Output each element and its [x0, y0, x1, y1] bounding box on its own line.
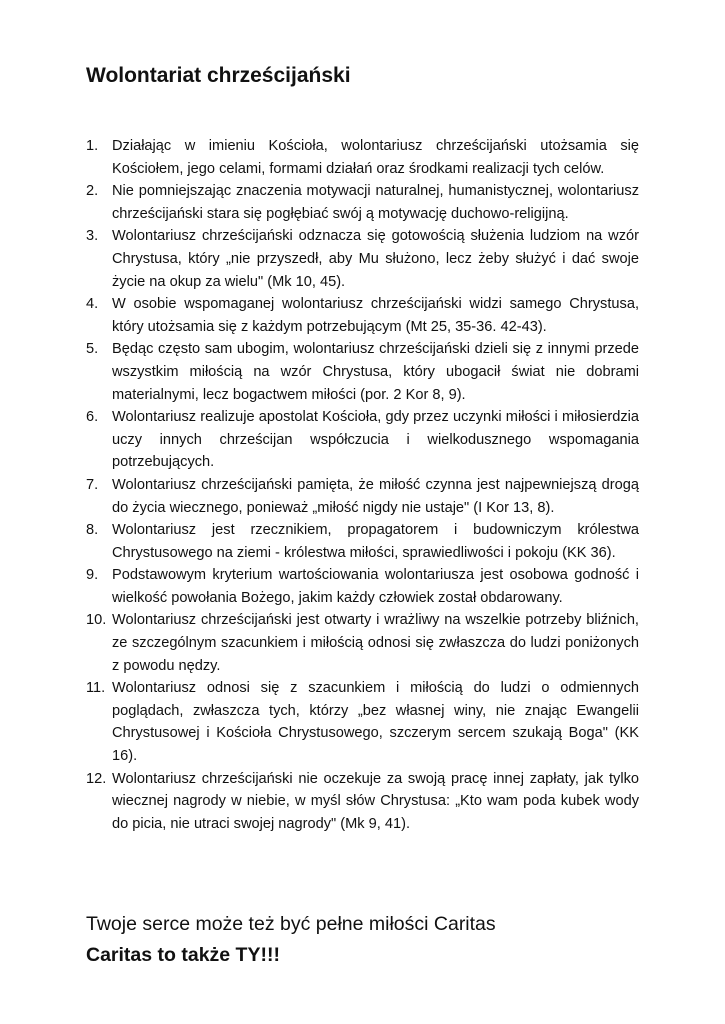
- list-item-text: Nie pomniejszając znaczenia motywacji naturalnej, humanistycznej, wolontariusz chrześcijański stara się pogłębiać swój ą motywację duchowo-religijną.: [112, 183, 639, 222]
- footer-tagline: Twoje serce może też być pełne miłości Caritas: [86, 913, 496, 935]
- list-item-text: Wolontariusz chrześcijański odznacza się gotowością służenia ludziom na wzór Chrystusa, który „nie przyszedł, aby Mu służono, lecz żeby służyć i dać swoje życie na okup za wielu" (Mk 10, 45).: [112, 228, 639, 290]
- rules-list: [86, 135, 639, 835]
- list-item-number: 2.: [86, 183, 99, 200]
- list-item-text: Działając w imieniu Kościoła, wolontariusz chrześcijański utożsamia się Kościołem, jego celami, formami działań oraz środkami realizacji tych celów.: [112, 138, 639, 177]
- list-item-text: Będąc często sam ubogim, wolontariusz chrześcijański dzieli się z innymi przede wszystkim miłością na wzór Chrystusa, który ubogacił świat nie dobrami materialnymi, lecz bogactwem miłości (por. 2 Kor 8, 9).: [112, 341, 639, 403]
- list-item: [86, 677, 639, 767]
- list-item: [86, 768, 639, 836]
- list-item-number: 4.: [86, 296, 99, 313]
- list-item: [86, 474, 639, 519]
- list-item-number: 9.: [86, 567, 99, 584]
- list-item-text: Podstawowym kryterium wartościowania wolontariusza jest osobowa godność i wielkość powołania Bożego, jakim każdy człowiek został obdarowany.: [112, 567, 639, 606]
- list-item-number: 6.: [86, 409, 99, 426]
- list-item-number: 1.: [86, 138, 99, 154]
- list-item-number: 10.: [86, 612, 107, 629]
- list-item: [86, 135, 639, 180]
- list-item-number: 7.: [86, 476, 99, 493]
- list-item: [86, 293, 639, 338]
- list-item-text: Wolontariusz chrześcijański jest otwarty i wrażliwy na wszelkie potrzeby bliźnich, ze szczególnym szacunkiem i miłością odnosi się zwłaszcza do ludzi poniżonych z powodu nędzy.: [112, 612, 639, 674]
- list-item-number: 3.: [86, 228, 99, 245]
- list-item-number: 8.: [86, 522, 99, 539]
- list-item: [86, 225, 639, 293]
- list-item-text: Wolontariusz odnosi się z szacunkiem i miłością do ludzi o odmiennych poglądach, zwłaszcza tych, którzy „bez własnej winy, nie znając Ewangelii Chrystusowej i Kościoła Chrystusowego, szczerym sercem szukają Boga" (KK 16).: [112, 680, 639, 765]
- list-item: [86, 406, 639, 474]
- list-item-text: Wolontariusz chrześcijański nie oczekuje za swoją pracę innej zapłaty, jak tylko wiecznej nagrody w niebie, w myśl słów Chrystusa: „Kto wam poda kubek wody do picia, nie utraci swojej nagrody" (Mk 9, 41).: [112, 770, 639, 832]
- list-item-number: 12.: [86, 770, 107, 787]
- list-item: [86, 564, 639, 609]
- list-item: [86, 180, 639, 225]
- list-item: [86, 519, 639, 564]
- list-item: [86, 609, 639, 677]
- list-item-text: Wolontariusz jest rzecznikiem, propagatorem i budowniczym królestwa Chrystusowego na ziemi - królestwa miłości, sprawiedliwości i pokoju (KK 36).: [112, 522, 639, 561]
- list-item-text: Wolontariusz chrześcijański pamięta, że miłość czynna jest najpewniejszą drogą do życia wiecznego, ponieważ „miłość nigdy nie ustaje" (I Kor 13, 8).: [112, 476, 639, 516]
- list-item-text: Wolontariusz realizuje apostolat Kościoła, gdy przez uczynki miłości i miłosierdzia uczy innych chrześcijan współczucia i wielkodusznego wspomagania potrzebujących.: [112, 409, 639, 471]
- list-item-number: 5.: [86, 341, 99, 358]
- page-title: Wolontariat chrześcijański: [86, 64, 351, 87]
- footer-slogan: Caritas to także TY!!!: [86, 944, 280, 966]
- list-item: [86, 338, 639, 406]
- list-item-number: 11.: [86, 680, 106, 697]
- list-item-text: W osobie wspomaganej wolontariusz chrześcijański widzi samego Chrystusa, który utożsamia się z każdym potrzebującym (Mt 25, 35-36. 42-43).: [112, 296, 639, 335]
